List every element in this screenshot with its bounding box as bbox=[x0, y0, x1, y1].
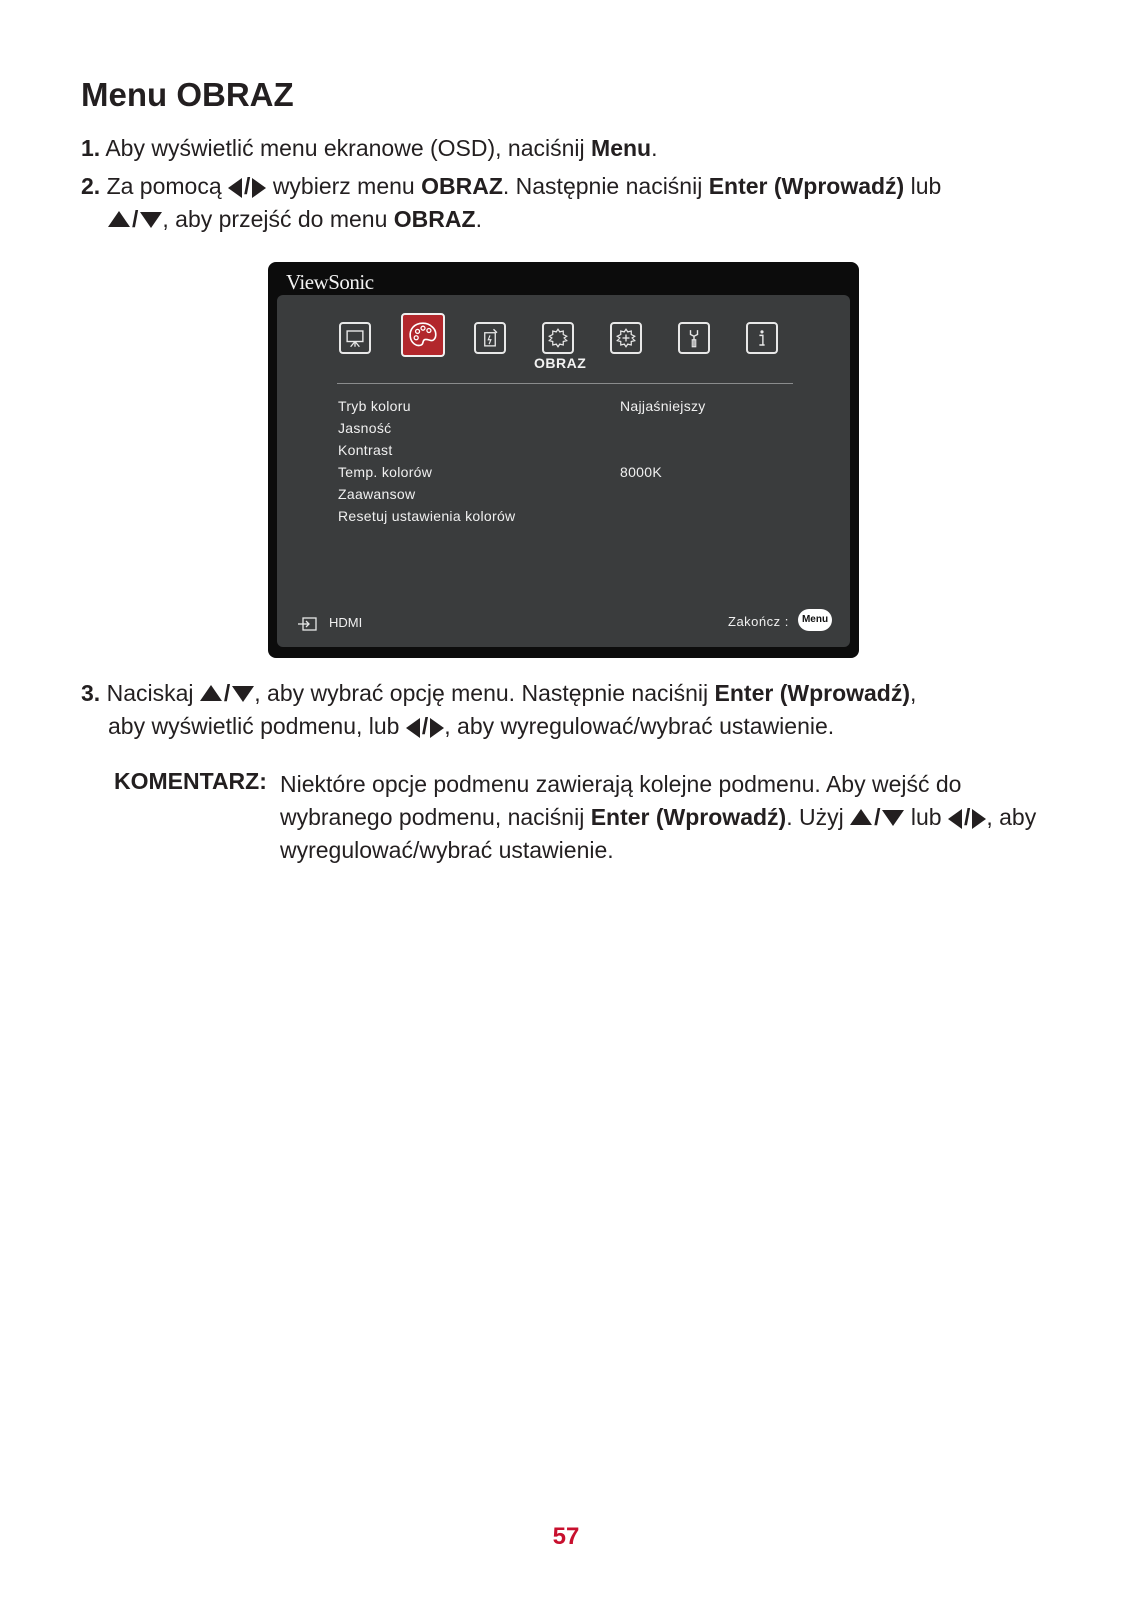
note-text-part: , bbox=[986, 804, 993, 830]
step-bold: Enter (Wprowadź) bbox=[708, 173, 905, 199]
step-text: , aby wyregulować/wybrać ustawienie. bbox=[444, 713, 835, 739]
input-source-icon bbox=[297, 617, 317, 631]
note-text-part: lub bbox=[910, 804, 942, 830]
menu-item-kontrast[interactable]: Kontrast bbox=[338, 442, 393, 458]
step-bold: OBRAZ bbox=[421, 173, 503, 199]
display-icon[interactable] bbox=[339, 322, 371, 354]
up-arrow-icon bbox=[850, 809, 872, 825]
down-arrow-icon bbox=[140, 212, 162, 228]
osd-screenshot bbox=[268, 262, 859, 658]
divider bbox=[337, 383, 793, 384]
step-text: lub bbox=[904, 173, 942, 199]
step-text: Za pomocą bbox=[106, 173, 222, 199]
step-3 bbox=[81, 677, 1061, 743]
step-bold: Menu bbox=[591, 135, 652, 161]
note-bold: Enter (Wprowadź) bbox=[590, 804, 787, 830]
slash-separator: / bbox=[874, 804, 881, 830]
step-text: , aby wybrać opcję menu. Następnie naciśnij bbox=[254, 680, 715, 706]
step-number: 1. bbox=[81, 135, 101, 161]
step-text: . bbox=[475, 206, 482, 232]
step-text: . bbox=[651, 135, 658, 161]
step-text: wybierz menu bbox=[272, 173, 422, 199]
up-arrow-icon bbox=[108, 211, 130, 227]
exit-label: Zakończ : bbox=[728, 614, 789, 629]
menu-button[interactable]: Menu bbox=[798, 609, 832, 631]
slash-separator: / bbox=[244, 173, 251, 199]
step-number: 2. bbox=[81, 173, 101, 199]
menu-item-value: 8000K bbox=[620, 464, 662, 480]
menu-item-zaawansow[interactable]: Zaawansow bbox=[338, 486, 416, 502]
menu-item-value: Najjaśniejszy bbox=[620, 398, 706, 414]
brand-logo: ViewSonic bbox=[286, 270, 374, 294]
right-arrow-icon bbox=[430, 718, 444, 738]
step-bold: OBRAZ bbox=[393, 206, 476, 232]
step-bold: Enter (Wprowadź) bbox=[714, 680, 911, 706]
note-text bbox=[280, 768, 1060, 867]
slash-separator: / bbox=[421, 713, 429, 739]
osd-panel bbox=[277, 295, 850, 647]
info-icon[interactable] bbox=[746, 322, 778, 354]
menu-item-resetuj[interactable]: Resetuj ustawienia kolorów bbox=[338, 508, 516, 524]
down-arrow-icon bbox=[882, 810, 904, 826]
step-3-line-2 bbox=[81, 710, 1061, 743]
right-arrow-icon bbox=[972, 809, 986, 829]
tab-obraz[interactable]: OBRAZ bbox=[534, 355, 587, 371]
left-arrow-icon bbox=[228, 178, 242, 198]
step-2 bbox=[81, 170, 1061, 236]
note-text-part: aby wyregulować/wybrać ustawienie. bbox=[280, 804, 1037, 863]
left-arrow-icon bbox=[948, 809, 962, 829]
step-text: , bbox=[910, 680, 917, 706]
menu-item-tryb-koloru[interactable]: Tryb koloru bbox=[338, 398, 411, 414]
page-title: Menu OBRAZ bbox=[81, 76, 294, 113]
note-text-part: Niektóre opcje podmenu zawierają kolejne podmenu. Aby wejść do wybranego podmenu, naciśnij bbox=[280, 771, 962, 830]
slash-separator: / bbox=[963, 804, 971, 830]
step-text: aby wyświetlić podmenu, lub bbox=[108, 713, 400, 739]
step-text: , aby przejść do menu bbox=[162, 206, 394, 232]
down-arrow-icon bbox=[232, 686, 254, 702]
tools-icon[interactable] bbox=[678, 322, 710, 354]
settings-gear-icon[interactable] bbox=[542, 322, 574, 354]
left-arrow-icon bbox=[406, 718, 420, 738]
step-number: 3. bbox=[81, 680, 101, 706]
right-arrow-icon bbox=[252, 178, 266, 198]
slash-separator: / bbox=[132, 206, 139, 232]
up-arrow-icon bbox=[200, 685, 222, 701]
note-label: KOMENTARZ: bbox=[114, 768, 267, 794]
step-text: Aby wyświetlić menu ekranowe (OSD), naciśnij bbox=[105, 135, 592, 161]
note-text-part: . Użyj bbox=[786, 804, 844, 830]
menu-item-temp-kolorow[interactable]: Temp. kolorów bbox=[338, 464, 433, 480]
step-text: . Następnie naciśnij bbox=[502, 173, 709, 199]
step-1 bbox=[81, 132, 657, 165]
input-source-label: HDMI bbox=[329, 615, 363, 630]
menu-item-jasnosc[interactable]: Jasność bbox=[338, 420, 392, 436]
slash-separator: / bbox=[223, 680, 231, 706]
palette-icon[interactable] bbox=[401, 313, 445, 357]
step-text: Naciskaj bbox=[106, 680, 194, 706]
power-battery-icon[interactable] bbox=[474, 322, 506, 354]
advanced-settings-icon[interactable] bbox=[610, 322, 642, 354]
step-2-line-2 bbox=[81, 203, 1061, 236]
page-number: 57 bbox=[552, 1523, 580, 1550]
